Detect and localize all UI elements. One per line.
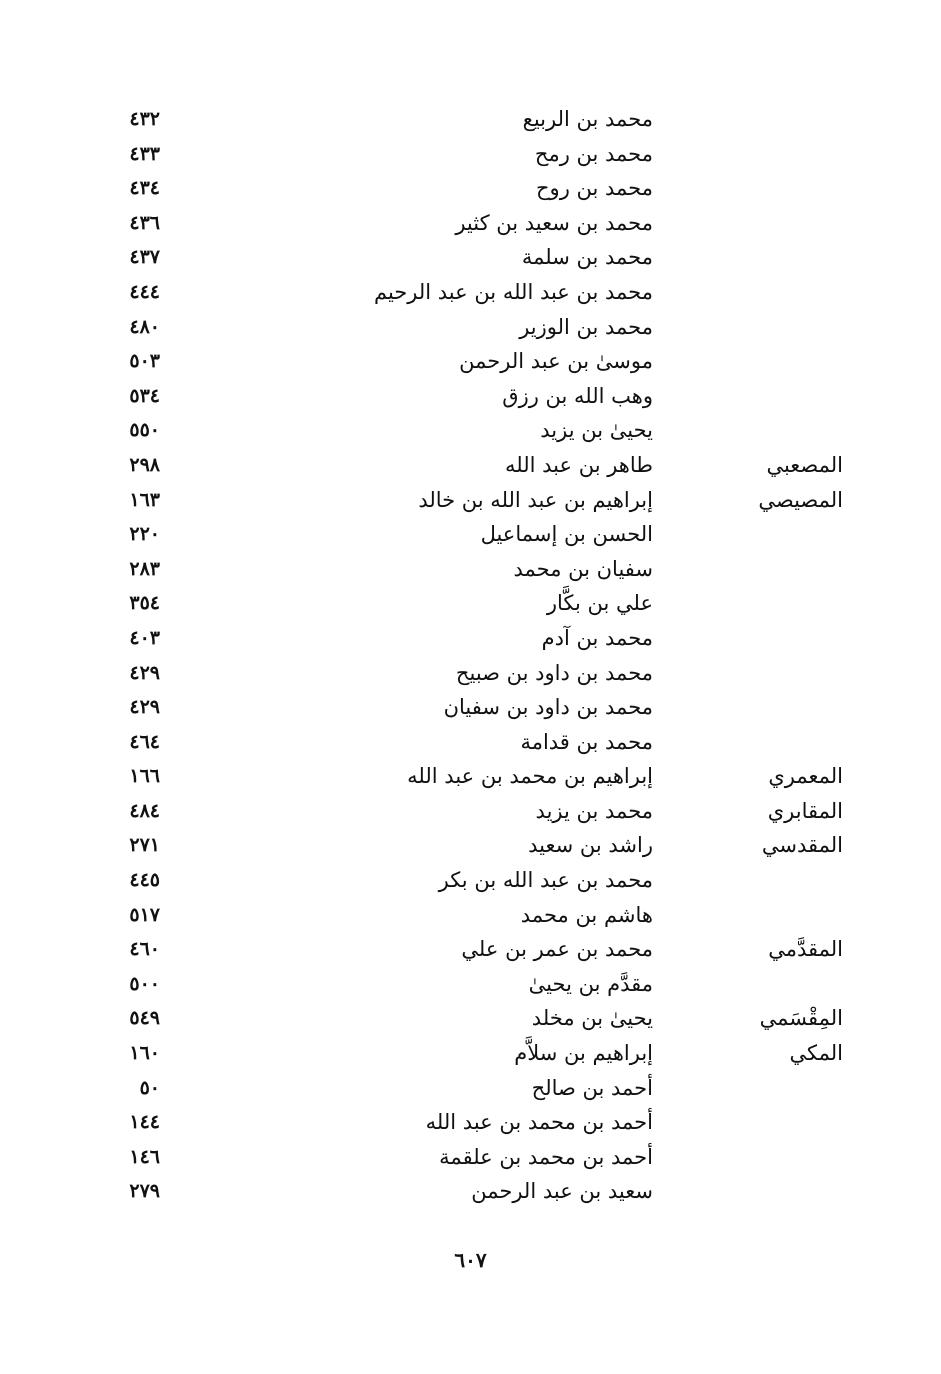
index-entry [0,1071,941,1106]
entry-page-number: ٤٢٩ [129,661,160,684]
entry-name: محمد بن روح [536,176,653,201]
index-entry [0,725,941,760]
index-entry [0,240,941,275]
entry-page-number: ٢٩٨ [129,453,160,476]
entry-nisba: المعمري [768,764,843,789]
index-entry [0,1140,941,1175]
entry-page-number: ١٤٦ [129,1145,160,1168]
index-entry [0,517,941,552]
index-entry [0,898,941,933]
entry-name: محمد بن عبد الله بن بكر [438,868,653,893]
page-number: ٦٠٧ [454,1248,487,1272]
index-entry [0,448,941,483]
index-entry [0,552,941,587]
entry-name: طاهر بن عبد الله [505,452,653,477]
entry-name: محمد بن عمر بن علي [461,937,653,962]
entry-name: أحمد بن محمد بن علقمة [439,1144,653,1169]
entry-name: هاشم بن محمد [520,902,653,927]
entry-page-number: ٥٤٩ [129,1007,160,1030]
entry-name: محمد بن رمح [534,141,653,166]
entry-name: علي بن بكَّار [546,591,653,616]
index-entry [0,828,941,863]
entry-page-number: ٤٣٤ [129,177,160,200]
index-entry [0,586,941,621]
index-entry [0,310,941,345]
index-entry [0,137,941,172]
index-entry [0,1036,941,1071]
index-entry [0,1001,941,1036]
entry-page-number: ١٦٦ [129,765,160,788]
entry-page-number: ٤٨٤ [129,799,160,822]
entry-page-number: ٤٠٣ [129,626,160,649]
entry-page-number: ٤٢٩ [129,696,160,719]
entry-name: راشد بن سعيد [528,833,653,858]
entry-page-number: ٤٤٤ [129,280,160,303]
index-entry [0,863,941,898]
entry-name: محمد بن سعيد بن كثير [455,210,653,235]
entry-name: محمد بن الربيع [522,107,653,131]
entry-page-number: ٤٣٧ [129,246,160,269]
entry-name: يحيىٰ بن يزيد [540,418,653,443]
index-entry [0,656,941,691]
index-entry [0,932,941,967]
entry-page-number: ٣٥٤ [129,592,160,615]
index-entry [0,379,941,414]
entry-page-number: ٢٧٩ [129,1180,160,1203]
entry-name: محمد بن سلمة [521,245,653,270]
entry-page-number: ٥٠ [139,1076,160,1099]
entry-nisba: المقابري [767,798,843,823]
entry-name: محمد بن داود بن صبيح [455,660,653,685]
index-entries [0,102,941,1209]
entry-nisba: المصعبي [766,452,843,477]
index-entry [0,759,941,794]
index-entry [0,483,941,518]
entry-nisba: المكي [789,1041,843,1066]
index-entry [0,171,941,206]
entry-page-number: ١٤٤ [129,1111,160,1134]
entry-nisba: المصيصي [758,487,843,512]
entry-name: سفيان بن محمد [513,556,653,581]
entry-name: محمد بن داود بن سفيان [443,695,653,720]
index-entry [0,794,941,829]
entry-page-number: ٥٠٠ [129,972,160,995]
entry-page-number: ٤٨٠ [129,315,160,338]
entry-name: موسىٰ بن عبد الرحمن [459,349,653,374]
entry-name: يحيىٰ بن مخلد [531,1006,653,1031]
entry-page-number: ١٦٣ [129,488,160,511]
entry-page-number: ٢٢٠ [129,523,160,546]
index-entry [0,102,941,137]
entry-nisba: المِقْسَمي [759,1006,843,1031]
entry-name: سعيد بن عبد الرحمن [471,1179,653,1204]
entry-page-number: ٢٧١ [129,834,160,857]
entry-page-number: ٤٣٣ [129,142,160,165]
entry-name: محمد بن عبد الله بن عبد الرحيم [373,279,653,304]
entry-name: محمد بن قدامة [520,729,653,754]
entry-name: إبراهيم بن سلاَّم [514,1041,653,1066]
entry-name: الحسن بن إسماعيل [480,522,653,547]
index-entry [0,690,941,725]
entry-page-number: ٤٣٢ [129,108,160,130]
index-entry [0,275,941,310]
index-entry [0,1105,941,1140]
entry-page-number: ٢٨٣ [129,557,160,580]
entry-page-number: ٤٣٦ [129,211,160,234]
entry-name: محمد بن يزيد [535,798,653,823]
index-entry [0,1174,941,1209]
entry-name: إبراهيم بن عبد الله بن خالد [418,487,653,512]
entry-page-number: ٥١٧ [129,903,160,926]
entry-page-number: ١٦٠ [129,1042,160,1065]
entry-name: أحمد بن محمد بن عبد الله [425,1110,653,1135]
entry-page-number: ٥٣٤ [129,384,160,407]
entry-page-number: ٤٦٤ [129,730,160,753]
index-entry [0,206,941,241]
index-entry [0,967,941,1002]
entry-page-number: ٥٠٣ [129,350,160,373]
entry-nisba: المقدَّمي [768,937,843,962]
entry-name: محمد بن الوزير [519,314,653,339]
entry-page-number: ٤٦٠ [129,938,160,961]
entry-page-number: ٤٤٥ [129,869,160,892]
entry-name: محمد بن آدم [541,625,653,650]
index-entry [0,413,941,448]
index-entry [0,344,941,379]
entry-name: وهب الله بن رزق [502,383,653,408]
entry-page-number: ٥٥٠ [129,419,160,442]
entry-nisba: المقدسي [761,833,843,858]
entry-name: مقدَّم بن يحيىٰ [528,971,653,996]
index-entry [0,621,941,656]
entry-name: أحمد بن صالح [531,1075,653,1100]
entry-name: إبراهيم بن محمد بن عبد الله [407,764,653,789]
